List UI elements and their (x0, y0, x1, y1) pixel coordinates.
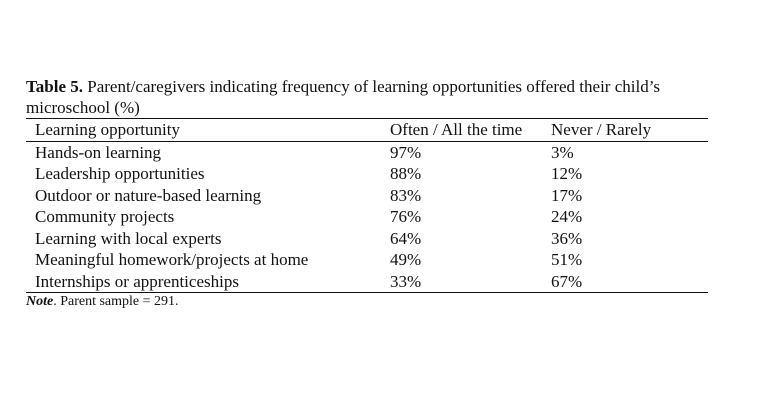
table-row (26, 185, 708, 207)
table-caption-label: Table 5. (26, 77, 84, 96)
document-page (26, 76, 742, 311)
header-often-all-the-time: Often / All the time (390, 120, 523, 140)
row-often-value: 97% (390, 142, 422, 162)
row-often-value: 76% (390, 207, 422, 227)
table-row (26, 249, 708, 271)
table-note (26, 293, 742, 311)
row-often-value: 33% (390, 271, 422, 291)
row-never-value: 36% (551, 228, 583, 248)
row-often-value: 49% (390, 250, 422, 270)
table-note-text: . Parent sample = 291. (53, 294, 179, 309)
row-label: Internships or apprenticeships (35, 271, 239, 291)
header-never-rarely: Never / Rarely (551, 120, 652, 140)
learning-opportunities-table (26, 118, 708, 293)
row-label: Hands-on learning (35, 142, 162, 162)
row-often-value: 83% (390, 185, 422, 205)
row-never-value: 67% (551, 271, 583, 291)
row-never-value: 12% (551, 164, 583, 184)
row-often-value: 88% (390, 164, 422, 184)
table-row (26, 271, 708, 293)
table-note-label: Note (26, 294, 54, 309)
table-row (26, 163, 708, 185)
header-learning-opportunity: Learning opportunity (35, 120, 180, 140)
row-label: Meaningful homework/projects at home (35, 250, 309, 270)
table-row (26, 141, 708, 163)
table-header-row (26, 119, 708, 142)
row-label: Learning with local experts (35, 228, 222, 248)
table-row (26, 228, 708, 250)
row-often-value: 64% (390, 228, 422, 248)
row-never-value: 51% (551, 250, 583, 270)
row-never-value: 24% (551, 207, 583, 227)
table-caption-text: Parent/caregivers indicating frequency of learning opportunities offered their child’s microschool (%) (26, 77, 661, 117)
row-never-value: 3% (551, 142, 574, 162)
row-label: Leadership opportunities (35, 164, 205, 184)
table-row (26, 206, 708, 228)
row-never-value: 17% (551, 185, 583, 205)
table-caption (26, 76, 742, 118)
row-label: Community projects (35, 207, 175, 227)
row-label: Outdoor or nature-based learning (35, 185, 262, 205)
